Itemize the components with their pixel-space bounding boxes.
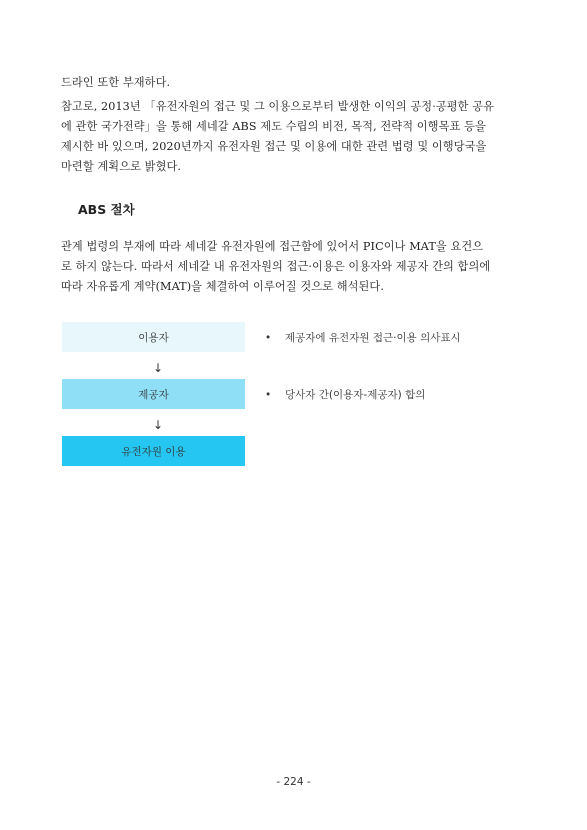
text-line: 따라 자유롭게 계약(MAT)을 체결하여 이루어질 것으로 해석된다. <box>61 280 384 293</box>
down-arrow-icon: ↓ <box>152 418 164 432</box>
flow-step-genetic-resource-use <box>62 436 245 466</box>
paragraph-intro-end <box>61 73 531 93</box>
text-line: 관계 법령의 부재에 따라 세네갈 유전자원에 접근함에 있어서 PIC이나 MAT을 요건으 <box>61 240 484 253</box>
flow-step-label: 유전자원 이용 <box>121 445 186 458</box>
bullet-icon: • <box>265 331 272 344</box>
text-line: 로 하지 않는다. 따라서 세네갈 내 유전자원의 접근·이용은 이용자와 제공자 간의 합의에 <box>61 260 491 273</box>
text-line: 에 관한 국가전략」을 통해 세네갈 ABS 제도 수립의 비전, 목적, 전략적 이행목표 등을 <box>61 120 486 133</box>
down-arrow-icon: ↓ <box>152 361 164 375</box>
text-line: 제시한 바 있으며, 2020년까지 유전자원 접근 및 이용에 대한 관련 법령 및 이행당국을 <box>61 140 487 153</box>
flow-step-user <box>62 322 245 352</box>
page-number: - 224 - <box>276 776 311 788</box>
paragraph-national-strategy <box>61 97 531 177</box>
text-line: 마련할 계획으로 밝혔다. <box>61 160 182 173</box>
flow-step-label: 이용자 <box>138 331 169 344</box>
flow-step-label: 제공자 <box>138 388 169 401</box>
flow-note-text: 제공자에 유전자원 접근·이용 의사표시 <box>285 332 461 344</box>
text-line: 드라인 또한 부재하다. <box>61 76 171 89</box>
paragraph-abs-procedure <box>61 237 531 297</box>
bullet-icon: • <box>265 388 272 401</box>
flow-note-agreement <box>265 387 425 402</box>
section-heading: ABS 절차 <box>78 202 135 217</box>
text-line: 참고로, 2013년 「유전자원의 접근 및 그 이용으로부터 발생한 이익의 공정·공평한 공유 <box>61 100 495 113</box>
flow-step-provider <box>62 379 245 409</box>
flow-note-text: 당사자 간(이용자-제공자) 합의 <box>285 389 426 401</box>
flow-note-intent <box>265 330 461 345</box>
